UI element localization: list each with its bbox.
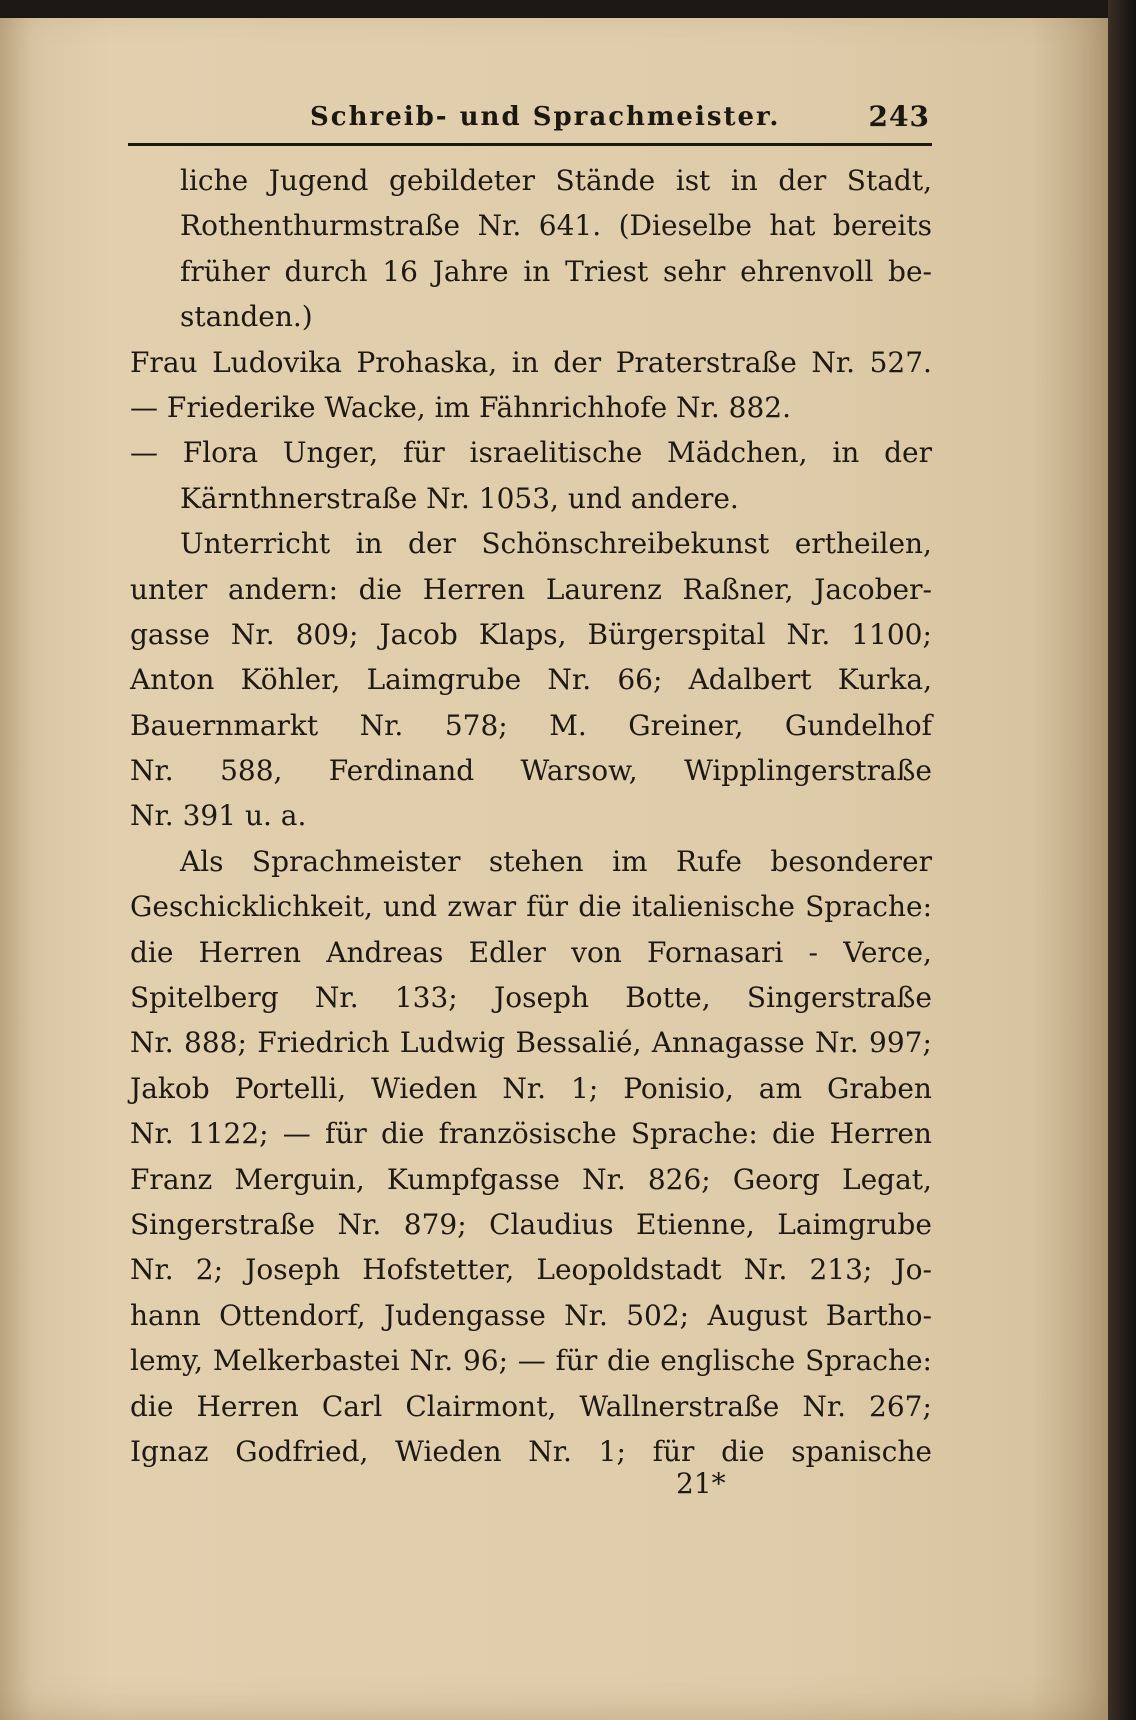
text-line: Anton Köhler, Laimgrube Nr. 66; Adalbert Kurka, xyxy=(130,663,932,697)
running-head xyxy=(130,100,930,140)
text-line: — Flora Unger, für israelitische Mädchen, in der xyxy=(130,436,932,470)
text-line: Franz Merguin, Kumpfgasse Nr. 826; Georg Legat, xyxy=(130,1162,932,1196)
text-line: die Herren Carl Clairmont, Wallnerstraße Nr. 267; xyxy=(130,1389,932,1423)
text-line: Nr. 888; Friedrich Ludwig Bessalié, Annagasse Nr. 997; xyxy=(130,1026,932,1060)
text-line: Bauernmarkt Nr. 578; M. Greiner, Gundelhof xyxy=(130,708,932,742)
text-line: liche Jugend gebildeter Stände ist in der Stadt, xyxy=(180,164,932,197)
text-line: Rothenthurmstraße Nr. 641. (Dieselbe hat bereits xyxy=(180,209,932,243)
text-line: Als Sprachmeister stehen im Rufe besonderer xyxy=(180,844,932,878)
signature-mark: 21* xyxy=(676,1467,726,1500)
text-line: Nr. 2; Joseph Hofstetter, Leopoldstadt Nr. 213; Jo- xyxy=(130,1253,932,1287)
body-text xyxy=(130,158,932,1474)
text-line: Nr. 391 u. a. xyxy=(130,799,307,833)
text-line: Unterricht in der Schönschreibekunst ertheilen, xyxy=(180,527,932,561)
running-head-title: Schreib- und Sprachmeister. xyxy=(310,102,781,132)
text-line: Ignaz Godfried, Wieden Nr. 1; für die spanische xyxy=(130,1434,932,1468)
text-line: unter andern: die Herren Laurenz Raßner, Jacober- xyxy=(130,572,932,606)
text-line: Nr. 588, Ferdinand Warsow, Wipplingerstraße xyxy=(130,754,932,788)
text-line: Nr. 1122; — für die französische Sprache: die Herren xyxy=(130,1117,932,1151)
scan-top-edge xyxy=(0,0,1136,18)
header-rule xyxy=(128,143,932,146)
text-line: die Herren Andreas Edler von Fornasari - Verce, xyxy=(130,935,932,969)
text-line: standen.) xyxy=(180,300,313,334)
text-line: Spitelberg Nr. 133; Joseph Botte, Singerstraße xyxy=(130,981,932,1015)
text-line: — Friederike Wacke, im Fähnrichhofe Nr. 882. xyxy=(130,390,791,424)
text-line: Frau Ludovika Prohaska, in der Praterstraße Nr. 527. xyxy=(130,345,932,379)
page-number: 243 xyxy=(868,100,930,133)
text-line: früher durch 16 Jahre in Triest sehr ehrenvoll be- xyxy=(180,254,932,288)
text-line: Singerstraße Nr. 879; Claudius Etienne, Laimgrube xyxy=(130,1207,932,1241)
text-line: Kärnthnerstraße Nr. 1053, und andere. xyxy=(180,481,739,515)
text-line: lemy, Melkerbastei Nr. 96; — für die englische Sprache: xyxy=(130,1344,932,1378)
text-line: Jakob Portelli, Wieden Nr. 1; Ponisio, am Graben xyxy=(130,1071,932,1105)
text-line: Geschicklichkeit, und zwar für die italienische Sprache: xyxy=(130,890,932,924)
text-line: hann Ottendorf, Judengasse Nr. 502; August Bartho- xyxy=(130,1298,932,1332)
book-spine-edge xyxy=(1108,0,1136,1720)
text-line: gasse Nr. 809; Jacob Klaps, Bürgerspital Nr. 1100; xyxy=(130,617,932,651)
